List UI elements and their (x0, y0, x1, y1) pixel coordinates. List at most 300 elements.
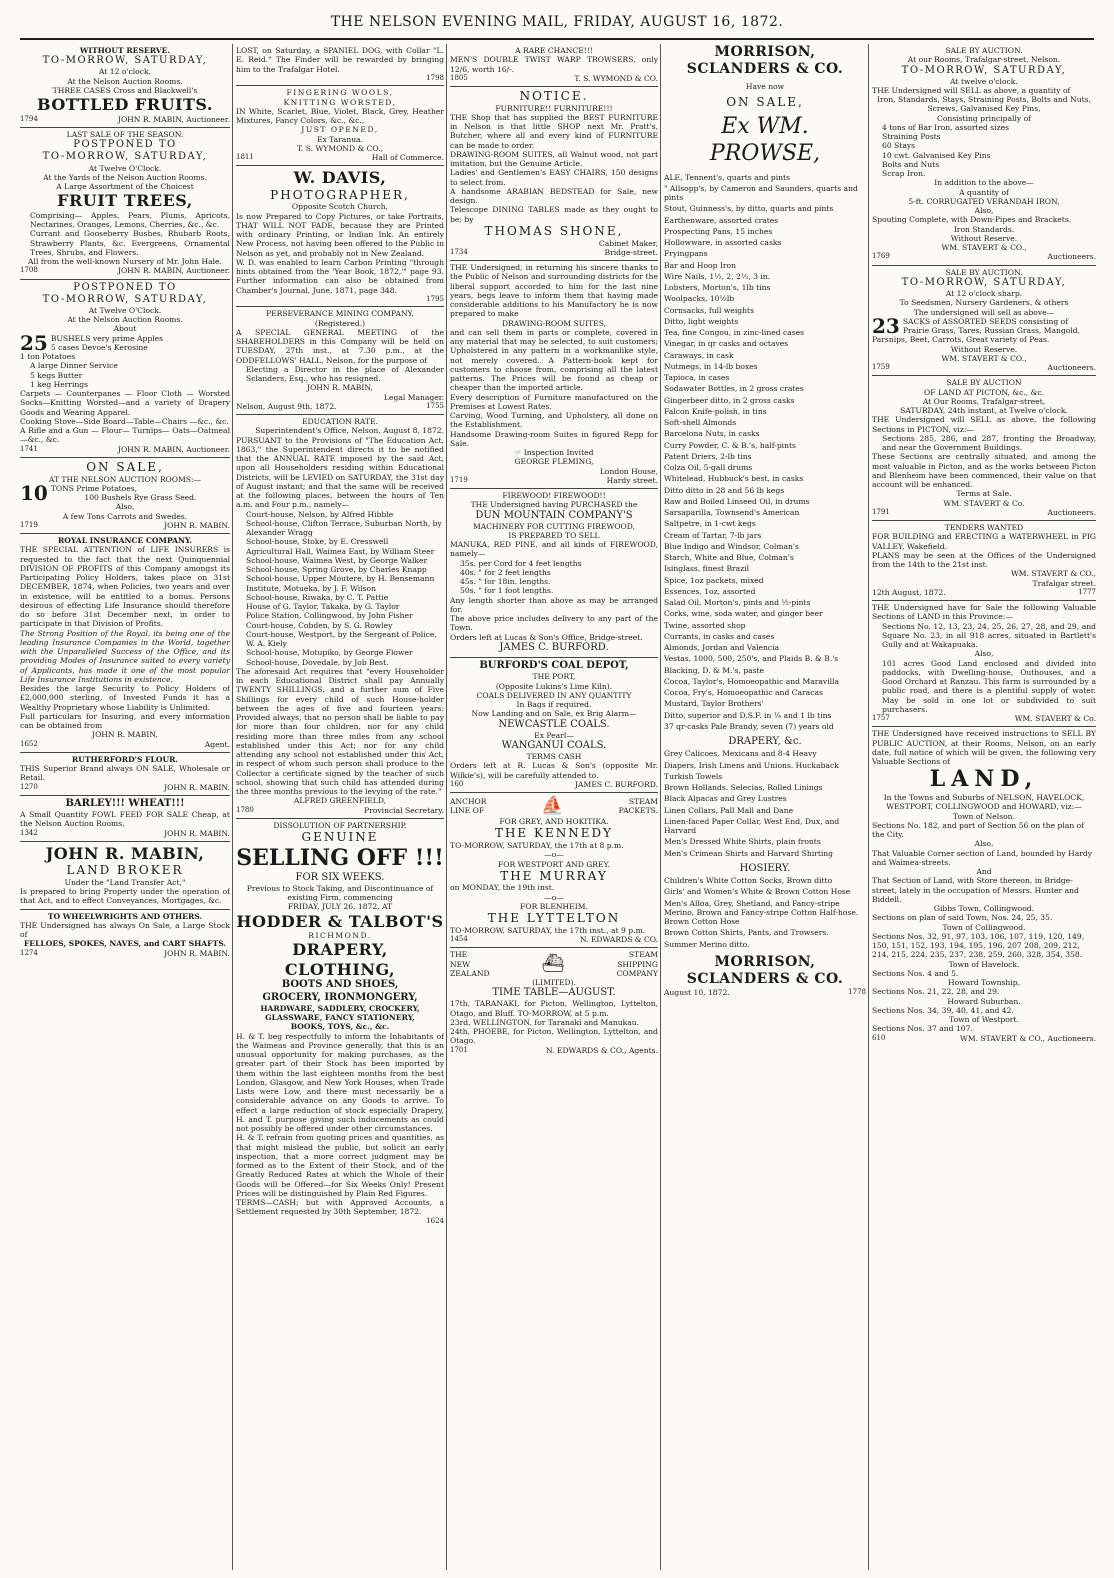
ad-item: 40s. " for 2 feet lengths (460, 567, 551, 577)
ad-text: Carving, Wood Turning, and Upholstery, all done on the Establishment. (450, 411, 658, 430)
ad-text: IN White, Scarlet, Blue, Violet, Black, Grey, Heather Mixtures, Fancy Colors, &c., &c., (236, 106, 444, 126)
ad-signature: Auctioneers. (1047, 363, 1096, 373)
list-item: Summer Merino ditto. (664, 939, 750, 949)
ad-line: THE (450, 950, 468, 960)
ad-line: Ex Pearl— (534, 730, 574, 740)
ad-number: 1805 (450, 73, 468, 82)
ad-line: POSTPONED TO (73, 139, 177, 151)
ad-line: FOR GREY, AND HOKITIKA. (499, 817, 609, 827)
ad-line: Gibbs Town, Collingwood. (933, 904, 1035, 914)
ad-date: August 10, 1872. (664, 987, 730, 997)
ad-line: RICHMOND. (308, 931, 372, 941)
list-item: Turkish Towels (664, 771, 723, 781)
ad-line: Ex Taranua. (316, 134, 364, 144)
ad-item: School-house, Waimea West, by George Walker (246, 555, 428, 565)
ad-text: THIS Superior Brand always ON SALE, Wholesale or Retail. (20, 764, 230, 783)
ad-title: DRAPERY, CLOTHING, (284, 940, 396, 979)
ad-item: Prairie Grass, Tares, Russian Grass, Mangold, Parsnips, Beet, Carrots, Great variety of Peas. (872, 326, 1081, 345)
ad-line: MACHINERY FOR CUTTING FIREWOOD, (472, 521, 636, 531)
ad-signature: WM. STAVERT & CO., (941, 243, 1027, 253)
list-item: Woolpacks, 10½lb (664, 294, 735, 304)
ad-text: A handsome ARABIAN BEDSTEAD for Sale, new design. (450, 186, 658, 206)
ad-iron-sale (872, 44, 1096, 266)
ad-item: 1 keg Herrings (30, 379, 89, 389)
ad-signature: JOHN R. MABIN. (164, 948, 230, 958)
list-item: Lobsters, Morton's, 1lb tins (664, 283, 771, 293)
ad-line: IS PREPARED TO SELL (508, 530, 600, 540)
ad-title: W. DAVIS, (293, 168, 387, 188)
ad-line: At Our Rooms, Trafalgar-street, (922, 396, 1046, 406)
ad-number: 610 (872, 1033, 886, 1042)
ad-line: About (113, 324, 137, 334)
ad-item: 60 Stays (882, 141, 916, 151)
ad-line: At the Yards of the Nelson Auction Rooms. (43, 172, 207, 182)
ad-item: 1 ton Potatoes (20, 352, 76, 362)
ad-drawing-room-suites (450, 261, 658, 489)
ad-line-text: Inspection Invited (523, 448, 594, 457)
ad-line: GLASSWARE, FANCY STATIONERY, (265, 1013, 415, 1023)
ad-line: Previous to Stock Taking, and Discontinuance of existing Firm, commencing (246, 883, 434, 903)
ad-line: Iron Standards. (953, 224, 1015, 234)
ad-text: Sections 285, 286, and 287, fronting the Broadway, and near the Government Buildings. (882, 433, 1096, 453)
ad-text: Sections on plan of said Town, Nos. 24, 25, 35. (872, 913, 1053, 923)
ad-line: FOR WESTPORT AND GREY. (497, 859, 611, 869)
ad-text: MANUKA, RED PINE, and all kinds of FIREWOOD, namely— (450, 540, 658, 559)
ad-signature: Cabinet Maker, (598, 238, 658, 248)
ad-title: THE MURRAY (500, 868, 608, 883)
ad-text: Is prepared to bring Property under the operation of that Act, and to effect Conveyances, Mortgages, &c. (20, 887, 230, 906)
ad-line: TO-MORROW, SATURDAY, (901, 276, 1067, 288)
ad-signature: JOHN R. MABIN. (164, 520, 230, 530)
list-item: Curry Powder, C. & B.'s, half-pints (664, 440, 796, 450)
ad-text: Sections No. 182, and part of Section 56 on the plan of the City. (872, 820, 1085, 840)
ad-line: A few Tons Carrots and Swedes. (62, 511, 188, 521)
ad-text: H. & T. beg respectfully to inform the Inhabitants of the Waimeas and Province generally, that this is an unusual opportunity for making purchases, as the greater part of their Stock has been imported by them within the last eighteen months from the best London, Glasgow, and New York Houses, when Trade Lists were Low, and there must necessarily be a considerable advance on any Goods to arrive. To effect a large reduction of stock especially Drapery, H. and T. purpose giving such inducements as could not possibly be offered under other circumstances. (236, 1031, 444, 1134)
ad-line: TO-MORROW, SATURDAY, (42, 55, 208, 67)
list-item: Black Alpacas and Grey Lustres (664, 794, 787, 804)
ad-title: Ex WM. PROWSE, (709, 114, 821, 166)
ad-number: 1734 (450, 247, 468, 256)
ad-number: 1454 (450, 935, 468, 944)
ad-signature: ALFRED GREENFIELD, (293, 796, 387, 806)
ad-signature: Hall of Commerce. (371, 153, 444, 163)
list-item: 37 qr-casks Pale Brandy, seven (7) years old (664, 721, 834, 731)
ad-line: In Bags if required. (516, 700, 592, 710)
ad-signature: JAMES C. BURFORD. (499, 641, 609, 653)
ad-heading: SALE BY AUCTION (946, 378, 1022, 388)
ad-signature: London House, (599, 466, 658, 476)
ad-number: 1624 (426, 1216, 444, 1225)
ad-title: HODDER & TALBOT'S (236, 911, 444, 931)
ad-text: Handsome Drawing-room Suites in figured Repp for Sale. (450, 429, 658, 448)
ad-title: BOTTLED FRUITS. (37, 95, 213, 115)
ad-line: SHIPPING (617, 959, 658, 969)
ad-line: At 12 o'clock, (98, 67, 152, 77)
ad-line: FOR BLENHEIM. (520, 901, 588, 911)
ad-text: A Rifle and a Gun — Flour— Turnips— Oats—Oatmeal—&c., &c. (20, 426, 230, 445)
ad-text: 17th, TARANAKI, for Picton, Wellington, Lyttelton, Otago, and Bluff. TO-MORROW, at 5 p.m. (450, 999, 658, 1018)
ad-line: At the Nelson Auction Rooms. (67, 315, 183, 325)
ad-signature: JOHN R. MABIN. (164, 782, 230, 792)
list-item: Fryingpans (664, 249, 708, 259)
ad-item: School-house, Motupiko, by George Flower (246, 648, 413, 658)
ad-item: Police Station, Collingwood, by John Fisher (246, 611, 413, 621)
ad-line: A Large Assortment of the Choicest (56, 182, 194, 192)
list-item: " Allsopp's, by Cameron and Saunders, quarts and pints (664, 183, 858, 203)
column-4 (664, 44, 866, 1570)
ad-heading: TENDERS WANTED (944, 523, 1024, 533)
ad-line: HARDWARE, SADDLERY, CROCKERY, (260, 1003, 420, 1013)
masthead: THE NELSON EVENING MAIL, FRIDAY, AUGUST 16, 1872. (330, 14, 784, 30)
ad-line: Town of Collingwood. (942, 922, 1026, 932)
ad-rare-chance (450, 44, 658, 87)
ad-anchor-line (450, 793, 658, 948)
ad-text: THE Undersigned has always On Sale, a Large Stock of (20, 920, 230, 940)
column-divider (868, 44, 869, 1570)
ad-line: FOR SIX WEEKS. (295, 871, 385, 883)
ad-line: THE PORT, (532, 672, 576, 682)
ad-line: ANCHOR (450, 796, 487, 806)
ad-text: That Section of Land, with Store thereon, in Bridge-street, lately in the occupation of Messrs. Hunter and Biddell. (872, 876, 1079, 904)
ad-text: W. D. was enabled to learn Carbon Printing "through hints obtained from the 'Year Book, 1872,'" page 93. Further information can also be obtained from Chamber's Journal, June, 1871, page 348. (236, 257, 444, 295)
list-item: Caraways, in cask (664, 350, 734, 360)
ad-item: SACKS of ASSORTED SEEDS consisting of (902, 316, 1069, 326)
ad-signature: Trafalgar street. (1032, 578, 1096, 588)
ad-number: 1755 (426, 401, 444, 410)
ad-fruit-trees (20, 128, 230, 280)
ad-text: Sections Nos. 37 and 107. (872, 1024, 973, 1034)
ad-signature: JOHN R. MABIN, (307, 383, 373, 393)
ad-line: DUN MOUNTAIN COMPANY'S (475, 509, 633, 521)
ad-line: (Registered.) (314, 318, 366, 328)
ad-line: STEAM (628, 796, 658, 806)
list-item: Blacking, D. & M.'s, paste (664, 665, 765, 675)
ad-text: PLANS may be seen at the Offices of the Undersigned from the 14th to the 21st inst. (872, 550, 1096, 570)
ad-text: TO-MORROW, SATURDAY, the 17th at 8 p.m. (450, 841, 624, 851)
ad-line: Have now (745, 82, 785, 92)
ad-text: TO-MORROW, SATURDAY, the 17th inst., at 9 p.m. (450, 925, 646, 935)
ad-burfords-coal (450, 658, 658, 793)
ad-text: Cooking Stove—Side Board—Table—Chairs —&c., &c. (20, 416, 229, 426)
ad-text: 24th, PHOEBE, for Picton, Wellington, Lyttelton, and Otago. (450, 1027, 658, 1046)
ad-item: Agricultural Hall, Waimea East, by William Steer (246, 546, 435, 556)
ad-number: 160 (450, 779, 464, 788)
ad-line: Town of Westport. (949, 1015, 1019, 1025)
ad-barley-wheat (20, 796, 230, 842)
ad-education-rate (236, 415, 444, 819)
ad-signature: WM. STAVERT & CO., Auctioneers. (960, 1033, 1096, 1043)
drapery-list (664, 748, 866, 859)
ad-text: Any length shorter than above as may be arranged for. (450, 595, 658, 614)
ad-line: ZEALAND (450, 968, 490, 978)
ad-number: 1780 (236, 805, 254, 814)
ad-signature: GEORGE FLEMING, (514, 457, 594, 467)
ad-land-broker (20, 842, 230, 910)
list-item: Ditto ditto in 28 and 56 lb kegs (664, 485, 785, 495)
list-item: Saltpetre, in 1-cwt kegs (664, 519, 756, 529)
ad-item: School-house, Clifton Terrace, Suburban North, by Alexander Wragg (246, 518, 442, 538)
ad-item: Court-house, Nelson, by Alfred Hibble (246, 509, 394, 519)
ad-text: Sections Nos. 32, 91, 97, 103, 106, 107, 119, 120, 149, 150, 151, 152, 193, 194, 195, 196, 207 208, 209, 212, 214, 215, 224, 235, 237, 238, 259, 260, 328, 354, 358. (872, 931, 1085, 960)
ad-firewood (450, 489, 658, 658)
ad-line: BOOTS AND SHOES, (281, 979, 399, 991)
column-divider (660, 44, 661, 1570)
ad-signature: WM. STAVERT & Co. (943, 498, 1025, 508)
ad-text: Currant and Gooseberry Bushes, Rhubarb Roots, Strawberry Plants, &c. Evergreens, Ornamental Trees, Shrubs, and Flowers. (30, 229, 230, 257)
list-item: Linen-faced Paper Collar, West End, Dux, and Harvard (664, 816, 840, 836)
ad-line: To Seedsmen, Nursery Gardeners, & others (899, 298, 1069, 308)
ad-royal-insurance (20, 534, 230, 753)
ad-line: Howard Township. (947, 978, 1021, 988)
list-item: Starch, White and Blue, Colman's (664, 553, 794, 563)
list-item: Girls' and Women's White & Brown Cotton Hose (664, 887, 851, 897)
list-item: Grey Calicoes, Mexicans and 8-4 Heavy (664, 749, 817, 759)
ad-item: School-house, Stoke, by E. Cresswell (246, 537, 389, 547)
ad-signature: Auctioneers. (1047, 252, 1096, 262)
ad-wheelwrights (20, 910, 230, 961)
list-item: Blue Indigo and Windsor, Colman's (664, 541, 799, 551)
ad-text: H. & T. refrain from quoting prices and quantities, as that might mislead the public, but solicit an early inspection, that a more correct judgment may be formed as to the Extent of their Stock, and of the Greatly Reduced Rates at which the Whole of their Goods will be Offered—for Six Weeks Only! Present Prices will be distinguished by Plain Red Figures. (236, 1133, 444, 1198)
list-item: Gingerbeer ditto, in 2 gross casks (664, 395, 795, 405)
ad-selling-off (236, 819, 444, 1228)
list-item: Vestas, 1000, 500, 250's, and Plaids B. & B.'s (664, 654, 839, 664)
ad-line: STEAM (628, 950, 658, 960)
ad-line: GROCERY, IRONMONGERY, (262, 991, 418, 1003)
ad-number: 1274 (20, 948, 38, 957)
list-item: Isinglass, finest Brazil (664, 564, 750, 574)
ad-title: THE LYTTELTON (487, 911, 621, 926)
ad-number: 1791 (872, 507, 890, 516)
ad-line: NEW (450, 959, 470, 969)
ad-signature: N. EDWARDS & CO., Agents. (545, 1045, 658, 1055)
ad-heading: FIREWOOD! FIREWOOD!! (502, 491, 606, 500)
ad-signature: Bridge-street. (604, 247, 658, 257)
ad-text: PURSUANT to the Provisions of "The Education Act, 1863," the Superintendent directs it to be notified that the ANNUAL RATE imposed by the said Act, upon all Householders residing within Educational Districts, will be LEVIED on SATURDAY, the 31st day of August instant; and that the same will be received at the following places, between the hours of Ten a.m. and Four p.m., namely— (236, 435, 444, 510)
ad-text: Full particulars for Insuring, and every information can be obtained from (20, 711, 230, 731)
ad-number: 1342 (20, 828, 38, 837)
ad-line: Superintendent's Office, Nelson, August 8, 1872. (255, 426, 444, 436)
ad-heading: SALE BY AUCTION. (945, 46, 1023, 55)
ad-line: Screws, Galvanised Key Pins, (927, 104, 1041, 114)
ad-title: BURFORD'S COAL DEPOT, (479, 660, 629, 672)
column-divider (446, 44, 447, 1570)
ad-item: 5 kegs Butter (30, 370, 83, 380)
ad-line: AT THE NELSON AUCTION ROOMS:— (48, 474, 202, 484)
ad-text: Every description of Furniture manufactured on the Premises at Lowest Rates. (450, 392, 658, 411)
ad-number: 1719 (450, 475, 468, 484)
ad-text: Orders left at Lucas & Son's Office, Bridge-street. (450, 632, 643, 642)
ad-item: 5 cases Devoe's Kerosine (50, 342, 148, 352)
ad-text: Sections Nos. 4 and 5. (872, 968, 959, 978)
ad-line: At Twelve O'Clock. (88, 305, 162, 315)
ad-text: THE Undersigned will SELL as above, a quantity of (872, 85, 1071, 95)
ad-text: Is now Prepared to Copy Pictures, or take Portraits, THAT WILL NOT FADE, because they are Printed with ordinary Printing, or Indian Ink. An entirely New Process, not having been offered to the Public in Nelson as yet, and probably not in New Zealand. (236, 211, 444, 258)
list-item: Brown Hollands. Selecias, Rolled Linings (664, 783, 823, 793)
list-item: Earthenware, assorted crates (664, 215, 779, 225)
ad-line: At the Nelson Auction Rooms. (67, 76, 183, 86)
ad-item: A large Dinner Service (30, 361, 118, 371)
ad-title: PHOTOGRAPHER, (270, 187, 410, 202)
ad-heading: WITHOUT RESERVE. (79, 46, 171, 55)
ad-line: WANGANUI COALS. (501, 740, 607, 751)
ad-text: Orders left at R. Lucas & Son's (opposite Mr. Wilkie's), will be carefully attended to. (450, 761, 658, 780)
ad-signature: T. S. WYMOND & CO., (296, 143, 384, 153)
ad-number: 1719 (20, 520, 38, 529)
ad-text: Carpets — Counterpanes — Floor Cloth — Worsted Socks—Knitting Worsted—and a variety of Drapery Goods and Wearing Apparel. (20, 389, 230, 417)
ad-signature: WM. STAVERT & Co. (1014, 714, 1096, 724)
ad-item: 4 tons of Bar Iron, assorted sizes (882, 122, 1009, 132)
ad-line: TERMS CASH (526, 752, 582, 762)
ad-signature: WM. STAVERT & CO., (941, 353, 1027, 363)
list-item: Diapers, Irish Linens and Unions. Huckaback (664, 760, 839, 770)
ad-text: All from the well-known Nursery of Mr. John Hale. (28, 257, 222, 267)
list-item: Stout, Guinness's, by ditto, quarts and pints (664, 204, 834, 214)
ad-item: 35s. per Cord for 4 feet lengths (460, 558, 582, 568)
ad-divider: —o— (544, 892, 564, 902)
ad-line: And (976, 867, 992, 877)
ad-number: 1708 (20, 266, 38, 275)
ad-item: Bolts and Nuts (882, 159, 940, 169)
ad-line: POSTPONED TO (73, 281, 177, 293)
ad-photographer (236, 166, 444, 307)
ad-text: The aforesaid Act requires that "every Householder in each Educational District shall pay Annually TWENTY SHILLINGS, and a further sum of Five Shillings for every child of such House-holder between the ages of five and fourteen years: Provided always, that no person shall be liable to pay for more than four children, nor for any child residing more than three miles from any school established under this Act; nor for any child attending any school not established under this Act, in respect of whom such person shall produce to the Collector a certificate signed by the teacher of such school, showing that such child has attended during the three months previous to the levying of the rate." (236, 666, 444, 797)
list-item: Patent Driers, 2-lb tins (664, 451, 752, 461)
column-1 (20, 44, 230, 1570)
ad-line: Town of Nelson. (953, 811, 1015, 821)
ad-item: School-house, Spring Grove, by Charles Knapp (246, 565, 427, 575)
list-item: Soft-shell Almonds (664, 418, 737, 428)
ad-heading: BARLEY!!! WHEAT!!! (65, 797, 185, 809)
ad-line: Also, (974, 649, 994, 659)
ad-text: That Valuable Corner section of Land, bounded by Hardy and Waimea-streets. (872, 848, 1093, 867)
ad-signature: JOHN R. MABIN. (164, 828, 230, 838)
list-item: Cream of Tartar, 7-lb jars (664, 530, 762, 540)
ad-line: Without Reserve. (950, 344, 1018, 354)
ad-text: FOR BUILDING and ERECTING a WATERWHEEL in PIG VALLEY, Wakefield. (872, 532, 1096, 551)
ad-date: 12th August, 1872. (872, 587, 946, 597)
list-item: Cornsacks, full weights (664, 305, 755, 315)
ad-line: Town of Havelock. (948, 959, 1020, 969)
list-item: Whitelead, Hubbuck's best, in casks (664, 474, 804, 484)
ad-big-number: 23 (872, 313, 900, 338)
ad-signature: JOHN R. MABIN, Auctioneer. (117, 114, 230, 124)
ad-text: TERMS—CASH; but with Approved Accounts, a Settlement requested by 30th September, 1872. (236, 1198, 444, 1217)
ad-land-for-sale (872, 601, 1096, 727)
ad-tenders-wanted (872, 521, 1096, 601)
list-item: Salad Oil, Morton's, pints and ½-pints (664, 598, 811, 608)
ad-title: LAND BROKER (66, 863, 184, 878)
ad-line: TO-MORROW, SATURDAY, (42, 293, 208, 305)
ad-number: 1757 (872, 714, 890, 723)
ad-number: 1741 (20, 444, 38, 453)
ad-title: LAND, (929, 766, 1039, 793)
ad-item: School-house, Upper Moutere, by H. Bensemann (246, 574, 435, 584)
section-heading: HOSIERY. (739, 862, 791, 874)
ad-text: A SPECIAL GENERAL MEETING of the SHAREHOLDERS in this Company will be held on TUESDAY, 27th inst., at 7.30 p.m., at the ODDFELLOWS' HALL, Nelson, for the purpose of (236, 327, 444, 365)
ad-line: DRAWING-ROOM SUITES, (501, 318, 607, 328)
ad-line: In the Towns and Suburbs of NELSON, HAVELOCK, WESTPORT, COLLINGWOOD and HOWARD, viz:— (883, 793, 1085, 812)
ad-text: The above price includes delivery to any part of the Town. (450, 614, 658, 633)
ad-title: FRUIT TREES, (57, 191, 193, 211)
list-item: Sarsaparilla, Townsend's American (664, 508, 800, 518)
list-item: Currants, in casks and cases (664, 631, 775, 641)
ad-number: 1777 (1078, 587, 1096, 596)
ad-line: At 12 o'clock sharp. (945, 289, 1023, 299)
ad-line: Without Reserve. (950, 233, 1018, 243)
ad-line: THREE CASES Cross and Blackwell's (52, 85, 198, 95)
ad-heading: A RARE CHANCE!!! (515, 46, 593, 55)
ad-text: Electing a Director in the place of Alexander Sclanders, Esq., who has resigned. (246, 364, 444, 384)
ad-text: Telescope DINING TABLES made as they ought to be; by (450, 205, 658, 224)
ad-text: THE Undersigned, in returning his sincere thanks to the Public of Nelson and surrounding districts for the liberal support accorded to him for the last nine years, begs leave to inform them that having made considerable additions to his Manufactory he is now prepared to make (450, 263, 658, 319)
ad-item: School-house, Riwaka, by C. T. Pattie (246, 592, 389, 602)
ad-text: Sections No. 12, 13, 23, 24, 25, 26, 27, 28, and 29, and Square No. 23, in all 918 acres, situated in Bartlett's Gully and at Wakapuaka. (882, 621, 1096, 650)
ad-heading: FINGERING WOOLS, (286, 88, 394, 98)
list-item: Ditto, light weights (664, 316, 739, 326)
column-3 (450, 44, 658, 1570)
ad-text: THE Undersigned have for Sale the following Valuable Sections of LAND in this Province:— (872, 603, 1096, 622)
list-item: Ditto, superior and D.S.F. in ¼ and 1 lb tins (664, 710, 832, 720)
ad-land-auction (872, 727, 1096, 1046)
ad-item: TONS Prime Potatoes, (50, 483, 138, 493)
ad-fingering-wools (236, 86, 444, 166)
ad-signature: JOHN R. MABIN, (92, 730, 158, 740)
ad-item: Straining Posts (882, 132, 941, 142)
list-item: Corks, wine, soda water, and ginger beer (664, 609, 823, 619)
ad-divider: —o— (544, 850, 564, 860)
ad-nz-shipping (450, 948, 658, 1058)
list-item: Linen Collars, Pall Mall and Dane (664, 805, 794, 815)
ad-number: 1795 (426, 294, 444, 303)
ad-rutherfords-flour (20, 753, 230, 796)
ad-heading: EDUCATION RATE. (301, 417, 379, 427)
ad-text: THE Shop that has supplied the BEST FURNITURE in Nelson is that little SHOP next Mr. Pratt's, Butcher, where all and every kind of FURNITURE can be made to order. (450, 112, 658, 150)
ad-item: Court-house, Westport, by the Sergeant of Police, W. A. Kiely (246, 629, 437, 649)
masthead-rule (20, 38, 1094, 40)
list-item: ALE, Tennent's, quarts and pints (664, 172, 790, 182)
ad-signature: JAMES C. BURFORD. (575, 779, 658, 789)
ad-number: 1798 (426, 73, 444, 82)
ad-heading: ON SALE, (86, 459, 164, 474)
ad-furniture-shone (450, 87, 658, 261)
ad-line: SATURDAY, 24th instant, at Twelve o'clock. (900, 406, 1068, 416)
ad-line: At our Rooms, Trafalgar-street, Nelson. (907, 55, 1061, 65)
list-item: Cocoa, Fry's, Homoeopathic and Caracas (664, 688, 823, 698)
ad-text: on MONDAY, the 19th inst. (450, 883, 555, 893)
ad-line: Also, (115, 502, 135, 512)
ad-bottled-fruits (20, 44, 230, 128)
ad-perseverance-mining (236, 307, 444, 415)
list-item: Hollowware, in assorted casks (664, 238, 782, 248)
ad-text: Spouting Complete, with Down-Pipes and Brackets. (872, 215, 1072, 225)
ad-text: Sections Nos. 34, 39, 40, 41, and 42. (872, 1005, 1014, 1015)
list-item: Essences, 1oz, assorted (664, 586, 756, 596)
ad-big-number: 10 (20, 480, 48, 505)
ad-line: (LIMITED). (532, 978, 576, 988)
ad-title: MORRISON, SCLANDERS & CO. (686, 44, 844, 78)
ad-text: The Strong Position of the Royal, its being one of the leading Insurance Companies in the World, together with the Unparalleled Success of the Office, and its providing Modes of Insurance suited to every variety of Applicants, has made it one of the most popular Life Insurance Institutions in existence. (20, 628, 230, 684)
ad-heading: FURNITURE!! FURNITURE!!! (495, 103, 613, 113)
ad-heading: SALE BY AUCTION. (945, 267, 1023, 277)
ad-title: GENUINE (301, 830, 379, 845)
ad-signature: JOHN R. MABIN, Auctioneer. (117, 266, 230, 276)
ad-line: TO-MORROW, SATURDAY, (901, 64, 1067, 76)
list-item: Tea, fine Congou, in zinc-lined cases (664, 328, 805, 338)
list-item: Cocoa, Taylor's, Homoeopathic and Maravilla (664, 676, 840, 686)
ad-potatoes (20, 458, 230, 534)
ad-line: JUST OPENED, (301, 125, 379, 135)
ad-line: At twelve o'clock. (950, 76, 1018, 86)
